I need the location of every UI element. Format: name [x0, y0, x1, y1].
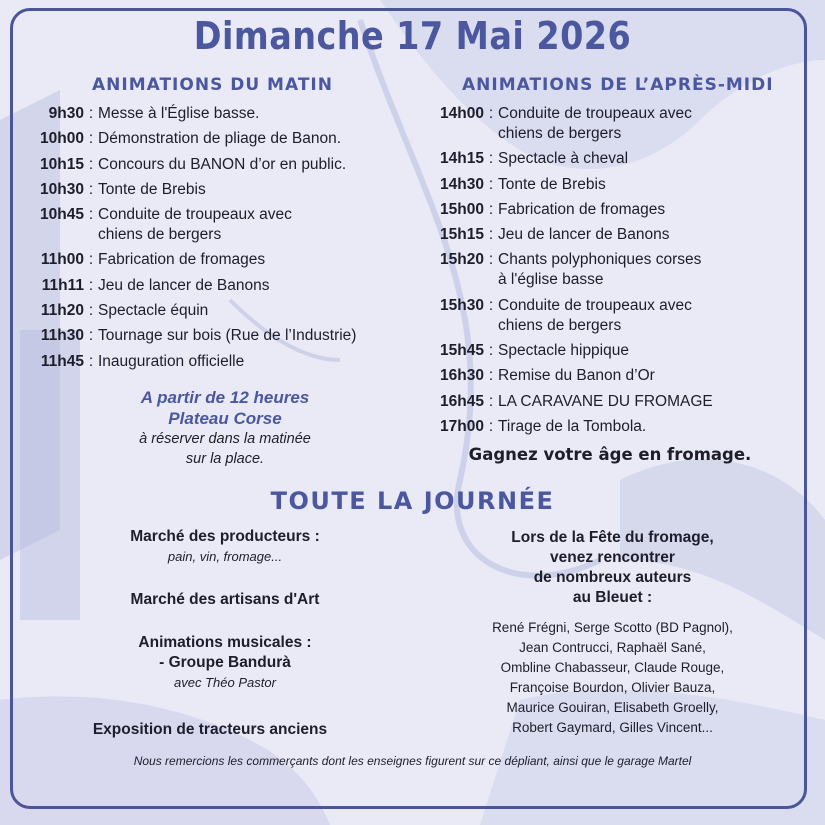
- market-label: Marché des producteurs :: [130, 528, 320, 545]
- schedule-activity: [98, 250, 265, 270]
- schedule-activity-line: Fabrication de fromages: [98, 251, 266, 269]
- schedule-separator: :: [488, 105, 494, 122]
- schedule-item: [18, 250, 356, 270]
- schedule-item: [420, 104, 713, 144]
- schedule-activity: [98, 205, 292, 245]
- music-label: Animations musicales :: [138, 634, 312, 651]
- schedule-activity-line: Spectacle équin: [98, 302, 209, 320]
- schedule-activity: [498, 366, 655, 386]
- authors-intro: [440, 528, 785, 608]
- artisans-block: [40, 590, 410, 610]
- schedule-item: [18, 301, 356, 321]
- lunch-info: [60, 387, 390, 469]
- schedule-separator: :: [488, 392, 494, 410]
- schedule-time: 10h15: [40, 155, 84, 173]
- schedule-activity-line: Spectacle à cheval: [498, 150, 629, 168]
- schedule-item: [18, 326, 356, 346]
- schedule-activity: [98, 180, 206, 200]
- schedule-time: 15h20: [440, 251, 484, 269]
- schedule-time: 10h30: [40, 180, 84, 198]
- schedule-item: [420, 200, 713, 220]
- schedule-item: [420, 225, 713, 245]
- schedule-time: 11h00: [40, 251, 84, 269]
- schedule-separator: :: [488, 150, 494, 168]
- music-block: [40, 633, 410, 693]
- schedule-activity: [498, 225, 669, 245]
- schedule-item: [420, 149, 713, 169]
- schedule-item: [420, 392, 713, 412]
- schedule-separator: :: [88, 155, 94, 173]
- lunch-time: A partir de 12 heures: [140, 388, 310, 407]
- schedule-activity: [498, 200, 665, 220]
- morning-heading: ANIMATIONS DU MATIN: [92, 75, 333, 95]
- schedule-time: 11h45: [40, 352, 84, 370]
- schedule-time: 11h11: [41, 276, 84, 294]
- schedule-time: 9h30: [48, 105, 84, 122]
- schedule-item: [18, 104, 356, 124]
- schedule-time: 16h45: [440, 392, 484, 410]
- schedule-item: [18, 129, 356, 149]
- schedule-time: 17h00: [440, 417, 484, 435]
- schedule-activity-line: Tonte de Brebis: [98, 180, 206, 198]
- schedule-activity-line: LA CARAVANE DU FROMAGE: [498, 392, 713, 410]
- schedule-activity-line: Concours du BANON d’or en public.: [98, 155, 347, 173]
- schedule-item: [420, 341, 713, 361]
- schedule-activity-line: Jeu de lancer de Banons: [498, 226, 670, 244]
- schedule-separator: :: [488, 200, 494, 218]
- prize-text: Gagnez votre âge en fromage.: [468, 445, 752, 464]
- schedule-separator: :: [88, 105, 94, 122]
- schedule-separator: :: [488, 175, 494, 193]
- schedule-item: [18, 276, 356, 296]
- schedule-item: [420, 417, 713, 437]
- authors-line: Maurice Gouiran, Elisabeth Groelly,: [506, 700, 719, 715]
- schedule-activity-line: Jeu de lancer de Banons: [98, 276, 270, 294]
- schedule-separator: :: [488, 342, 494, 360]
- authors-line: Robert Gaymard, Gilles Vincent...: [512, 720, 713, 735]
- schedule-activity: [498, 149, 628, 169]
- schedule-activity-line: Fabrication de fromages: [498, 200, 666, 218]
- schedule-time: 11h20: [40, 302, 84, 320]
- schedule-item: [420, 175, 713, 195]
- schedule-separator: :: [88, 251, 94, 269]
- schedule-activity-line: chiens de bergers: [498, 316, 622, 334]
- authors-intro-line: au Bleuet :: [572, 589, 653, 606]
- authors-intro-line: de nombreux auteurs: [533, 569, 692, 586]
- schedule-time: 14h15: [440, 150, 484, 168]
- schedule-activity: [498, 417, 646, 437]
- schedule-separator: :: [488, 226, 494, 244]
- schedule-activity: [98, 326, 356, 346]
- schedule-item: [18, 205, 356, 245]
- schedule-separator: :: [88, 302, 94, 320]
- schedule-item: [420, 366, 713, 386]
- schedule-activity: [498, 250, 701, 290]
- afternoon-heading: ANIMATIONS DE L’APRÈS-MIDI: [462, 75, 774, 95]
- music-detail: avec Théo Pastor: [174, 675, 276, 690]
- schedule-separator: :: [88, 180, 94, 198]
- schedule-activity: [98, 352, 244, 372]
- schedule-separator: :: [88, 352, 94, 370]
- schedule-time: 15h00: [440, 200, 484, 218]
- schedule-separator: :: [88, 206, 94, 224]
- schedule-separator: :: [488, 417, 494, 435]
- thanks-note: Nous remercions les commerçants dont les enseignes figurent sur ce dépliant, ainsi que le garage Martel: [133, 754, 692, 768]
- tractors-label: Exposition de tracteurs anciens: [92, 721, 328, 738]
- schedule-time: 14h30: [440, 175, 484, 193]
- authors-line: Ombline Chabasseur, Claude Rouge,: [500, 660, 725, 675]
- schedule-activity-line: Remise du Banon d’Or: [498, 367, 655, 385]
- schedule-activity: [98, 276, 269, 296]
- schedule-separator: :: [488, 367, 494, 385]
- schedule-item: [420, 296, 713, 336]
- schedule-time: 15h30: [440, 296, 484, 314]
- schedule-activity: [498, 296, 692, 336]
- music-group: - Groupe Bandurà: [159, 654, 291, 671]
- authors-line: Jean Contrucci, Raphaël Sané,: [519, 640, 706, 655]
- schedule-item: [18, 352, 356, 372]
- schedule-time: 14h00: [440, 105, 484, 122]
- page-title: Dimanche 17 Mai 2026: [193, 14, 632, 58]
- schedule-separator: :: [488, 251, 494, 269]
- schedule-activity-line: Tirage de la Tombola.: [498, 417, 647, 435]
- market-block: [40, 527, 410, 567]
- lunch-location: sur la place.: [185, 451, 265, 467]
- schedule-activity: [98, 155, 346, 175]
- authors-line: Françoise Bourdon, Olivier Bauza,: [509, 680, 716, 695]
- schedule-separator: :: [488, 296, 494, 314]
- schedule-time: 10h00: [40, 130, 84, 148]
- schedule-item: [420, 250, 713, 290]
- schedule-activity-line: Messe à l'Église basse.: [98, 105, 260, 122]
- schedule-item: [18, 155, 356, 175]
- schedule-activity: [498, 392, 713, 412]
- afternoon-schedule: [420, 104, 713, 442]
- schedule-time: 10h45: [40, 206, 84, 224]
- morning-schedule: [18, 104, 356, 377]
- schedule-activity: [498, 175, 606, 195]
- authors-line: René Frégni, Serge Scotto (BD Pagnol),: [492, 620, 733, 635]
- schedule-separator: :: [88, 327, 94, 345]
- market-detail: pain, vin, fromage...: [167, 549, 283, 564]
- schedule-time: 15h45: [440, 342, 484, 360]
- schedule-activity-line: chiens de bergers: [498, 125, 622, 142]
- authors-list: [440, 618, 785, 738]
- schedule-activity-line: Conduite de troupeaux avec: [98, 206, 292, 224]
- tractors-block: [25, 720, 395, 740]
- schedule-time: 15h15: [440, 226, 484, 244]
- lunch-note: à réserver dans la matinée: [139, 431, 311, 447]
- schedule-activity-line: Conduite de troupeaux avec: [498, 105, 692, 122]
- authors-intro-line: Lors de la Fête du fromage,: [511, 529, 714, 546]
- schedule-activity-line: chiens de bergers: [98, 226, 222, 244]
- schedule-activity-line: Spectacle hippique: [498, 342, 629, 360]
- schedule-activity-line: Tournage sur bois (Rue de l’Industrie): [98, 327, 357, 345]
- artisans-label: Marché des artisans d'Art: [130, 591, 320, 608]
- schedule-activity: [98, 104, 259, 124]
- schedule-activity: [98, 301, 208, 321]
- schedule-separator: :: [88, 276, 94, 294]
- authors-intro-line: venez rencontrer: [550, 549, 675, 566]
- schedule-item: [18, 180, 356, 200]
- allday-heading: TOUTE LA JOURNÉE: [270, 487, 555, 515]
- schedule-time: 11h30: [40, 327, 84, 345]
- schedule-activity-line: Inauguration officielle: [98, 352, 245, 370]
- schedule-activity: [498, 104, 692, 144]
- schedule-time: 16h30: [440, 367, 484, 385]
- schedule-activity-line: Chants polyphoniques corses: [498, 251, 702, 269]
- schedule-activity: [498, 341, 629, 361]
- schedule-activity-line: Tonte de Brebis: [498, 175, 606, 193]
- lunch-menu: Plateau Corse: [168, 409, 282, 428]
- schedule-separator: :: [88, 130, 94, 148]
- schedule-activity-line: Conduite de troupeaux avec: [498, 296, 692, 314]
- schedule-activity-line: à l'église basse: [498, 271, 604, 289]
- schedule-activity-line: Démonstration de pliage de Banon.: [98, 130, 341, 148]
- schedule-activity: [98, 129, 341, 149]
